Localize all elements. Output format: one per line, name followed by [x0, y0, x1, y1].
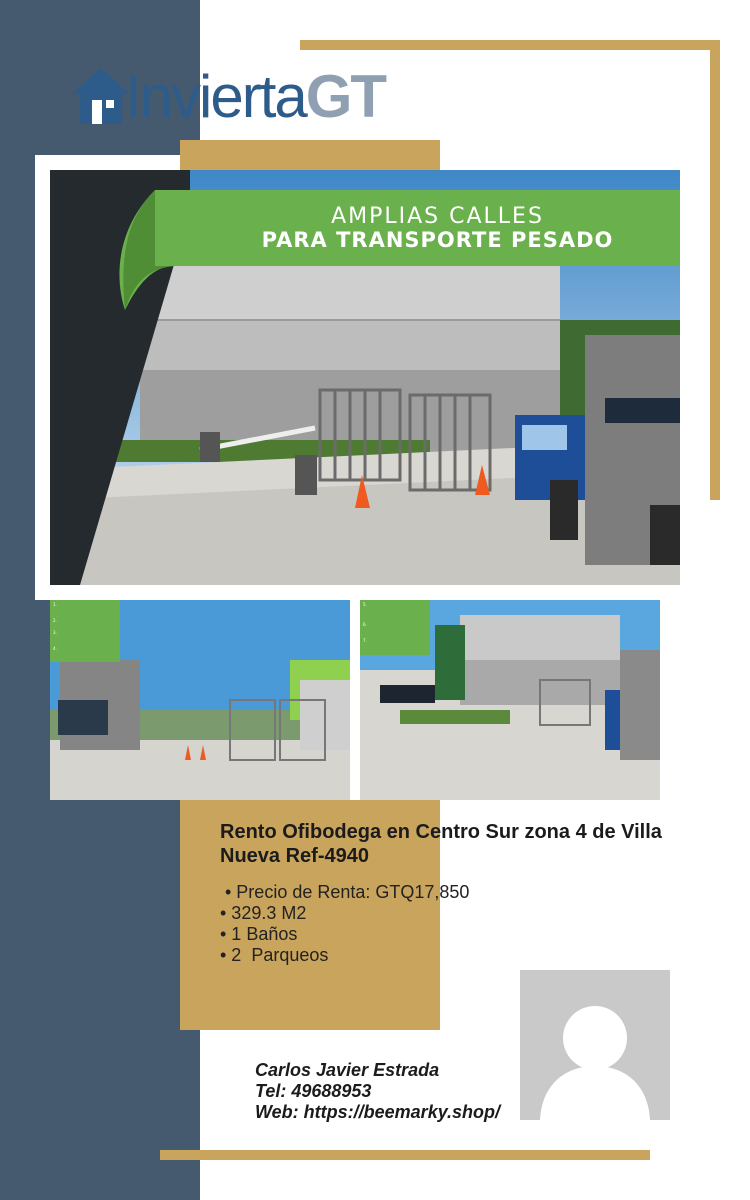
- detail-parking: • 2 Parqueos: [220, 945, 329, 965]
- agent-website: Web: https://beemarky.shop/: [255, 1102, 501, 1122]
- photo-note: 1.: [53, 602, 57, 607]
- detail-price: • Precio de Renta: GTQ17,850: [220, 882, 470, 902]
- gallery-photo-right: [360, 600, 660, 800]
- photo-note: 5.: [363, 602, 367, 607]
- gold-frame-right: [710, 40, 720, 500]
- agent-name: Carlos Javier Estrada: [255, 1060, 440, 1080]
- detail-bathrooms: • 1 Baños: [220, 924, 298, 944]
- listing-title: Rento Ofibodega en Centro Sur zona 4 de Villa Nueva Ref-4940: [220, 821, 662, 867]
- gold-frame-top: [300, 40, 720, 50]
- photo-note: 7.: [363, 638, 367, 643]
- photo-note: 6.: [363, 622, 367, 627]
- listing-details: [220, 882, 520, 966]
- house-icon: [70, 66, 132, 126]
- promo-banner: [115, 190, 680, 270]
- gallery-photo-left: [50, 600, 350, 800]
- photo-note: 3.: [53, 630, 57, 635]
- brand-name: InviertaGT: [125, 63, 386, 130]
- banner-heading-line2: PARA TRANSPORTE PESADO: [261, 228, 614, 252]
- detail-area: • 329.3 M2: [220, 903, 307, 923]
- agent-phone: Tel: 49688953: [255, 1081, 372, 1101]
- brand-logo: [70, 62, 430, 132]
- photo-note: 4.: [53, 646, 57, 651]
- photo-note: 2.: [53, 618, 57, 623]
- banner-heading-line1: AMPLIAS CALLES: [331, 204, 544, 229]
- gold-bottom-bar: [160, 1150, 650, 1160]
- agent-contact: [255, 1060, 555, 1123]
